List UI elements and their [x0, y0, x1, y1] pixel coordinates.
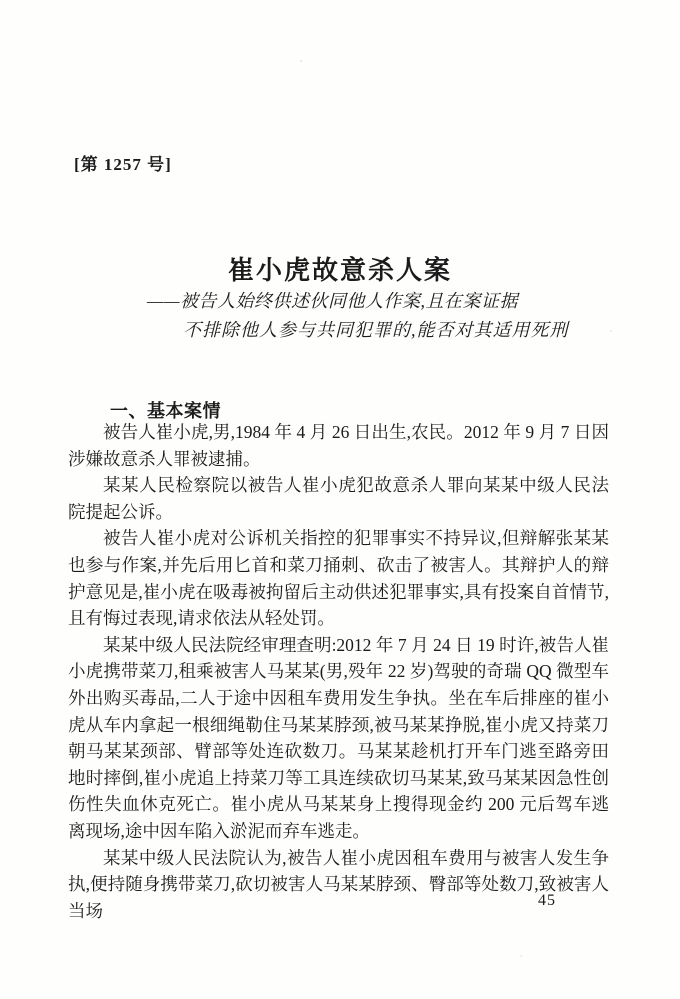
- paragraph-defense-opinion: 被告人崔小虎对公诉机关指控的犯罪事实不持异议,但辩解张某某也参与作案,并先后用匕首和菜刀捅刺、砍击了被害人。其辩护人的辩护意见是,崔小虎在吸毒被拘留后主动供述犯罪事实,具有投案自首情节,且有悔过表现,请求依法从轻处罚。: [68, 528, 609, 629]
- paragraph-defendant-info: 被告人崔小虎,男,1984 年 4 月 26 日出生,农民。2012 年 9 月 7 日因涉嫌故意杀人罪被逮捕。: [68, 422, 609, 469]
- paragraph-court-findings: 某某中级人民法院经审理查明:2012 年 7 月 24 日 19 时许,被告人崔小虎携带菜刀,租乘被害人马某某(男,殁年 22 岁)驾驶的奇瑞 QQ 微型车外出购买毒品,二人于途中因租车费用发生争执。坐在车后排座的崔小虎从车内拿起一根细绳勒住马某某脖颈,被马某某挣脱,崔小虎又持菜刀朝马某某颈部、臂部等处连砍数刀。马某某趁机打开车门逃至路旁田地时摔倒,崔小虎追上持菜刀等工具连续砍切马某某,致马某某因急性创伤性失血休克死亡。崔小虎从马某某身上搜得现金约 200 元后驾车逃离现场,途中因车陷入淤泥而弃车逃走。: [68, 634, 609, 841]
- case-subtitle-line-1: ——被告人始终供述伙同他人作案,且在案证据: [147, 291, 519, 311]
- scan-noise-dot: [610, 330, 612, 332]
- paragraph-court-opinion: 某某中级人民法院认为,被告人崔小虎因租车费用与被害人发生争执,便持随身携带菜刀,砍切被害人马某某脖颈、臀部等处数刀,致被害人当场: [68, 847, 609, 921]
- paragraph-prosecution: 某某人民检察院以被告人崔小虎犯故意杀人罪向某某中级人民法院提起公诉。: [68, 475, 609, 522]
- case-number-label: [第 1257 号]: [74, 155, 172, 174]
- case-title: 崔小虎故意杀人案: [227, 256, 452, 286]
- section-heading-basic-facts: 一、基本案情: [110, 400, 221, 421]
- case-body-text: [68, 419, 609, 924]
- case-subtitle-line-2: 不排除他人参与共同犯罪的,能否对其适用死刑: [183, 320, 569, 340]
- scan-noise-dot: [520, 955, 522, 957]
- scan-noise-dot: [300, 60, 302, 62]
- page-number: 45: [538, 892, 556, 909]
